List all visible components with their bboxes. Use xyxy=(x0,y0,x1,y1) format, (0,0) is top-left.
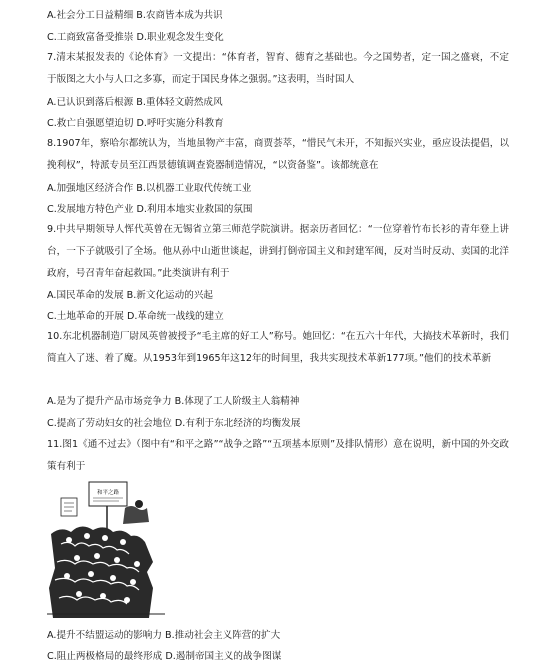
q11-options-ab: A.提升不结盟运动的影响力 B.推动社会主义阵营的扩大 xyxy=(47,630,281,641)
q9-options-cd: C.土地革命的开展 D.革命统一战线的建立 xyxy=(47,311,224,322)
q8-stem: 8.1907年，察哈尔都统认为，当地虽物产丰富，商贾荟萃，“惜民气未开，不知振兴实业，亟应设法提倡，以挽利权”，特派专员至江西景德镇调查瓷器制造情况，“以资备鉴”。该都统意在 xyxy=(47,138,509,171)
q9-options-ab: A.国民革命的发展 B.新文化运动的兴起 xyxy=(47,290,214,301)
cartoon-illustration-icon xyxy=(47,474,165,620)
q7-options-cd: C.救亡自强愿望迫切 D.呼吁实施分科教育 xyxy=(47,118,224,129)
q10-stem: 10.东北机器制造厂尉凤英曾被授予“毛主席的好工人”称号。她回忆：“在五六十年代，大搞技术革新时，我们简直入了迷、着了魔。从1953年到1965年这12年的时间里，我共实现技术革新177项。”他们的技术革新 xyxy=(47,331,509,364)
q8-options-cd: C.发展地方特色产业 D.利用本地实业救国的氛围 xyxy=(47,204,253,215)
q7-stem: 7.清末某报发表的《论体育》一文提出：“体育者，智育、德育之基础也。今之国势者，定一国之盛衰，不定于版图之大小与人口之多寡，而定于国民身体之强弱。”这表明，当时国人 xyxy=(47,52,509,85)
q6-options-cd: C.工商致富备受推崇 D.职业观念发生变化 xyxy=(47,32,224,43)
q8-options-ab: A.加强地区经济合作 B.以机器工业取代传统工业 xyxy=(47,183,252,194)
sign-text: 和平之路 xyxy=(96,490,120,496)
q11-options-cd: C.阻止两极格局的最终形成 D.遏制帝国主义的战争图谋 xyxy=(47,651,282,662)
q9-stem: 9.中共早期领导人恽代英曾在无锡省立第三师范学院演讲。据亲历者回忆：“一位穿着竹布长衫的青年登上讲台，一下子就吸引了全场。他从孙中山逝世谈起，讲到打倒帝国主义和封建军阀，反对当时反动、卖国的北洋政府，号召青年奋起救国。”此类演讲有利于 xyxy=(47,224,509,279)
q7-options-ab: A.已认识到落后根源 B.重体轻文蔚然成风 xyxy=(47,97,223,108)
q10-options-cd: C.提高了劳动妇女的社会地位 D.有利于东北经济的均衡发展 xyxy=(47,418,301,429)
q11-stem: 11.图1《通不过去》（图中有“和平之路”“战争之路”“五项基本原则”及排队情形）意在说明，新中国的外交政策有利于 xyxy=(47,439,509,472)
q6-options-ab: A.社会分工日益精细 B.农商皆本成为共识 xyxy=(47,10,223,21)
q10-options-ab: A.是为了提升产品市场竞争力 B.体现了工人阶级主人翁精神 xyxy=(47,396,300,407)
